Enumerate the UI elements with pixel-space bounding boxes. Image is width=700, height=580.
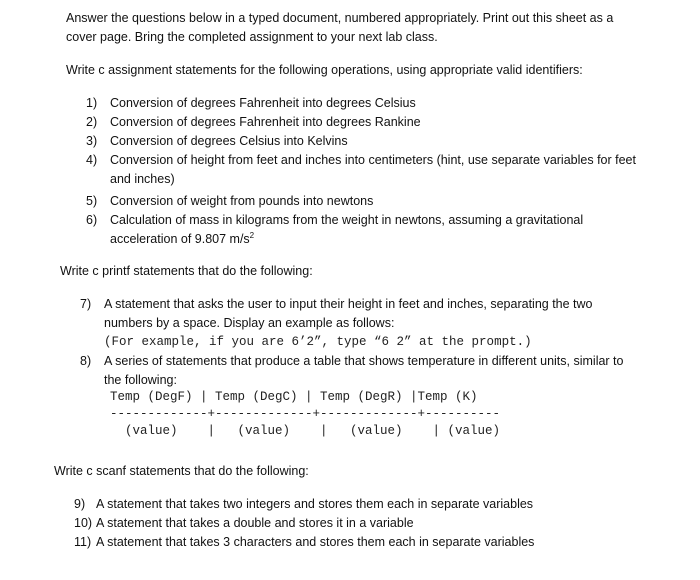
- item-text: Conversion of degrees Fahrenheit into degrees Celsius: [110, 96, 416, 110]
- item-text: A statement that takes 3 characters and stores them each in separate variables: [96, 535, 535, 549]
- item-number: 5): [86, 194, 98, 208]
- item-text: Conversion of degrees Celsius into Kelvins: [110, 134, 348, 148]
- exponent: 2: [249, 230, 255, 240]
- item-number: 1): [86, 96, 98, 110]
- item-number: 11): [74, 535, 92, 549]
- item-text-continued: numbers by a space. Display an example as follows:: [104, 316, 395, 330]
- item-text-continued: the following:: [104, 373, 177, 387]
- item-number: 7): [80, 297, 92, 311]
- section-heading-assignment: Write c assignment statements for the following operations, using appropriate valid identifiers:: [66, 63, 583, 77]
- item-text: A series of statements that produce a table that shows temperature in different units, similar to: [104, 354, 624, 368]
- item-number: 3): [86, 134, 98, 148]
- item-number: 9): [74, 497, 86, 511]
- item-text-continued: and inches): [110, 172, 175, 186]
- table-header: Temp (DegF) | Temp (DegC) | Temp (DegR) |Temp (K): [110, 390, 478, 404]
- item-text: A statement that takes a double and stores it in a variable: [96, 516, 414, 530]
- code-example: (For example, if you are 6’2”, type “6 2” at the prompt.): [104, 335, 532, 349]
- item-text: Conversion of degrees Fahrenheit into degrees Rankine: [110, 115, 421, 129]
- item-text-continued: [110, 231, 254, 247]
- item-text: A statement that asks the user to input their height in feet and inches, separating the two: [104, 297, 593, 311]
- item-number: 4): [86, 153, 98, 167]
- table-rule: -------------+-------------+-------------+----------: [110, 407, 501, 421]
- intro-line-2: cover page. Bring the completed assignment to your next lab class.: [66, 30, 438, 44]
- item-text: Conversion of weight from pounds into newtons: [110, 194, 374, 208]
- intro-line-1: Answer the questions below in a typed document, numbered appropriately. Print out this sheet as a: [66, 11, 614, 25]
- item-number: 8): [80, 354, 92, 368]
- section-heading-printf: Write c printf statements that do the following:: [60, 264, 313, 278]
- item-number: 6): [86, 213, 98, 227]
- item-number: 10): [74, 516, 93, 530]
- table-row: (value) | (value) | (value) | (value): [110, 424, 501, 438]
- item-text: Conversion of height from feet and inches into centimeters (hint, use separate variables for feet: [110, 153, 636, 167]
- section-heading-scanf: Write c scanf statements that do the following:: [54, 464, 309, 478]
- item-number: 2): [86, 115, 98, 129]
- item-text: A statement that takes two integers and stores them each in separate variables: [96, 497, 534, 511]
- item-text: Calculation of mass in kilograms from the weight in newtons, assuming a gravitational: [110, 213, 584, 227]
- acceleration-text: acceleration of 9.807 m/s: [110, 232, 250, 246]
